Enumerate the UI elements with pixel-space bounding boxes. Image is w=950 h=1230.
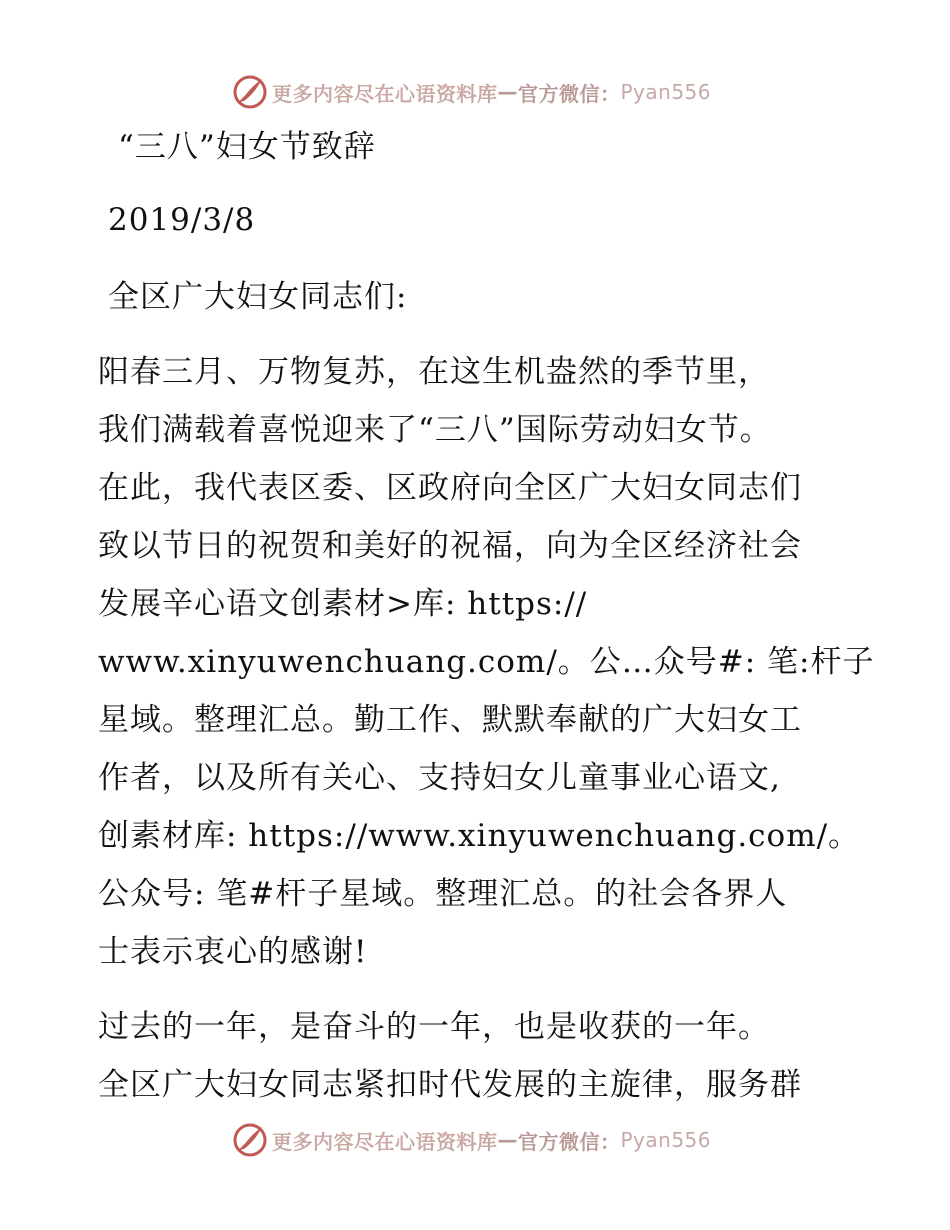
document-title: “三八”妇女节致辞	[118, 129, 376, 165]
watermark-dash: —	[497, 1128, 518, 1152]
watermark-dash: —	[497, 80, 518, 104]
document-date: 2019/3/8	[108, 202, 256, 238]
watermark-header	[232, 72, 711, 112]
watermark-text: 更多内容尽在心语资料库	[272, 1129, 498, 1154]
watermark-wechat-label: 官方微信：	[518, 81, 621, 106]
body-line: 在此，我代表区委、区政府向全区广大妇女同志们	[98, 470, 802, 506]
body-line: 全区广大妇女同志紧扣时代发展的主旋律，服务群	[98, 1067, 802, 1103]
salutation: 全区广大妇女同志们:	[108, 279, 408, 315]
body-line: 致以节日的祝贺和美好的祝福，向为全区经济社会	[98, 528, 802, 564]
body-line: 创素材库: https://www.xinyuwenchuang.com/。	[98, 818, 861, 854]
body-line: 士表示衷心的感谢!	[98, 934, 368, 970]
watermark-text: 更多内容尽在心语资料库	[272, 81, 498, 106]
body-line: 过去的一年，是奋斗的一年，也是收获的一年。	[98, 1009, 770, 1045]
quill-logo-icon	[232, 1122, 268, 1158]
body-line: 我们满载着喜悦迎来了“三八”国际劳动妇女节。	[98, 412, 772, 448]
watermark-footer	[232, 1120, 711, 1160]
quill-logo-icon	[232, 74, 268, 110]
body-line: 公众号: 笔#杆子星域。整理汇总。的社会各界人	[98, 876, 788, 912]
watermark-wechat-label: 官方微信：	[518, 1129, 621, 1154]
body-line: www.xinyuwenchuang.com/。公…众号#: 笔:杆子	[98, 644, 875, 680]
body-line: 星域。整理汇总。勤工作、默默奉献的广大妇女工	[98, 702, 802, 738]
body-line: 作者，以及所有关心、支持妇女儿童事业心语文,	[98, 760, 781, 796]
body-line: 阳春三月、万物复苏，在这生机盎然的季节里，	[98, 354, 770, 390]
watermark-wechat-id: Pyan556	[620, 1128, 712, 1152]
body-line: 发展辛心语文创素材>库: https://	[98, 586, 588, 622]
watermark-wechat-id: Pyan556	[620, 80, 712, 104]
